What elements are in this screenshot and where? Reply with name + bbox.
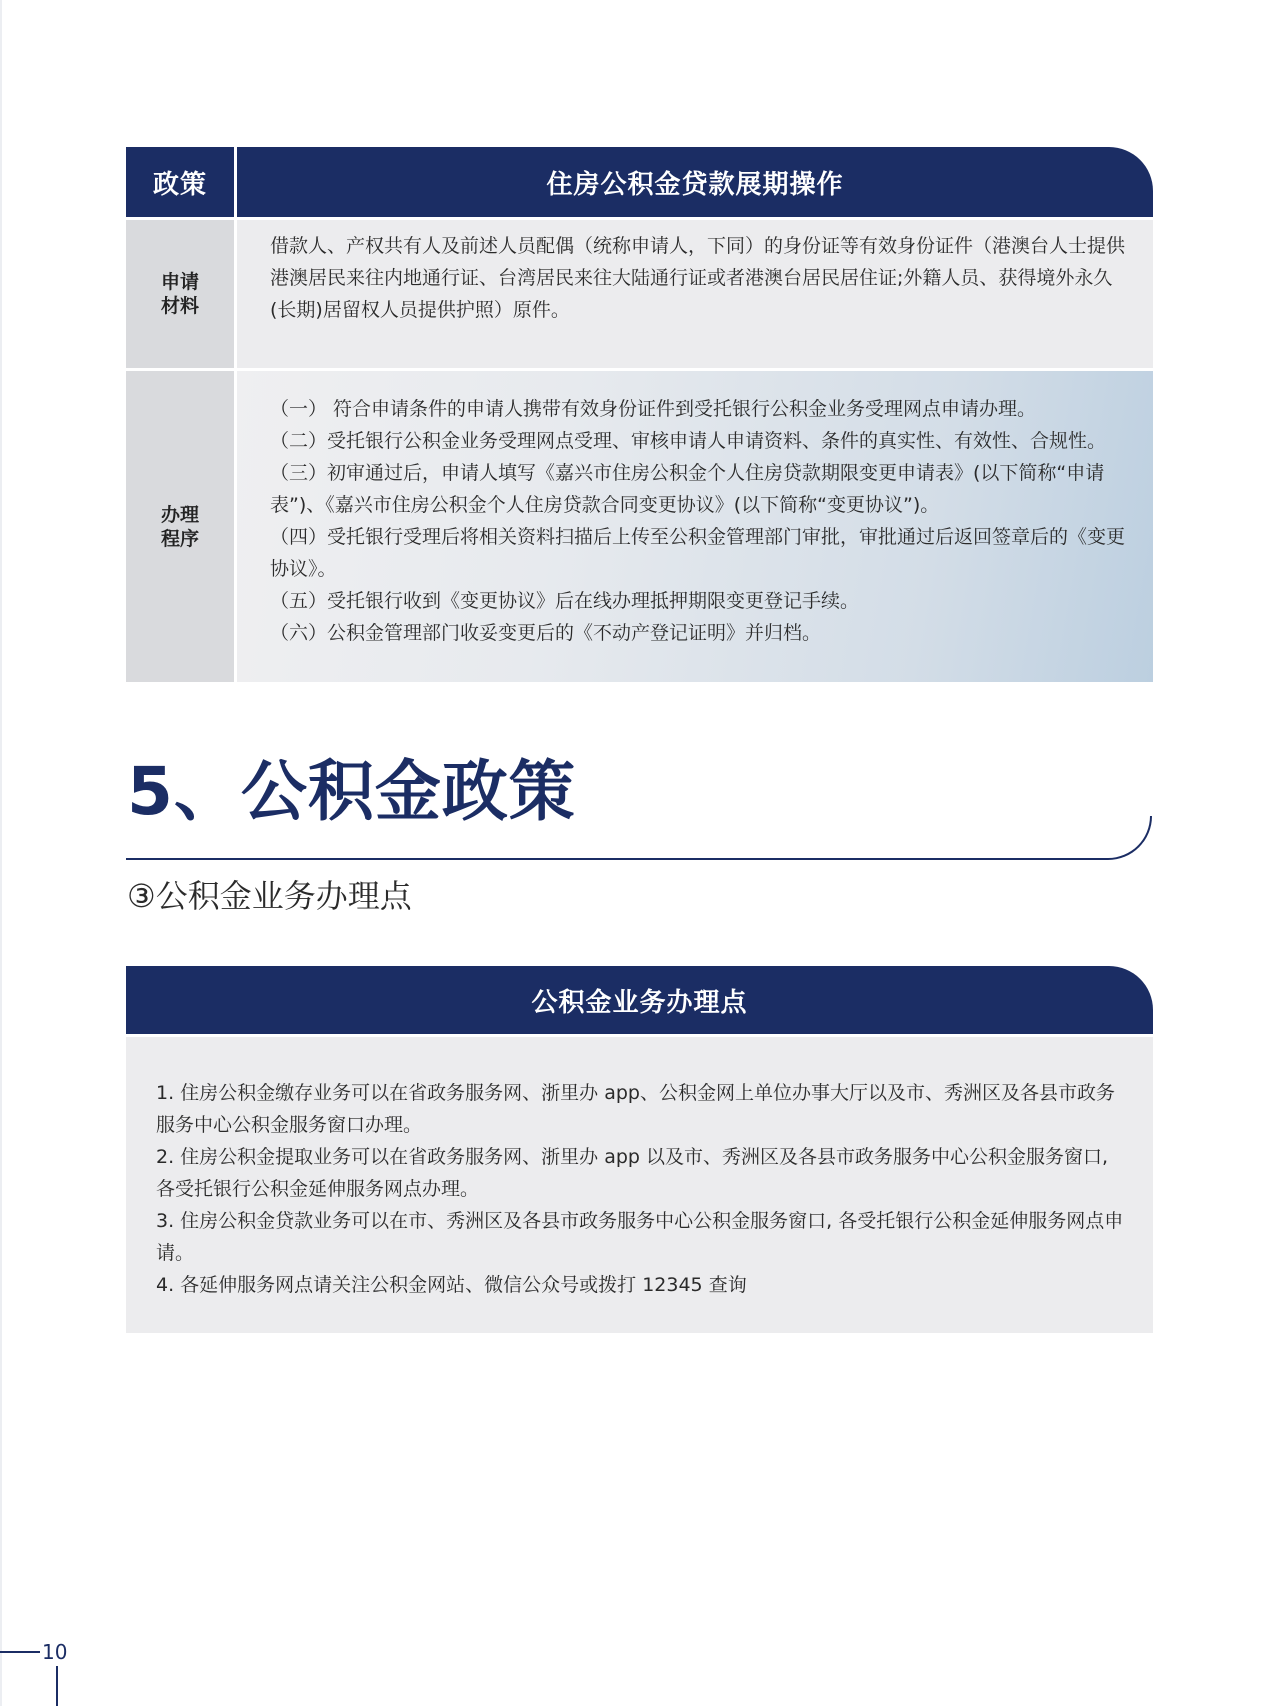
application-materials-content: 借款人、产权共有人及前述人员配偶（统称申请人，下同）的身份证等有效身份证件（港澳台人士提供港澳居民来往内地通行证、台湾居民来往大陆通行证或者港澳台居民居住证;外籍人员、获得境外永久(长期)居留权人员提供护照）原件。 — [237, 220, 1153, 368]
page-number-rule-vertical — [56, 1666, 58, 1706]
policy-table — [126, 147, 1153, 682]
procedure-step: （一） 符合申请条件的申请人携带有效身份证件到受托银行公积金业务受理网点申请办理。 — [270, 398, 1037, 420]
service-point-item: 3. 住房公积金贷款业务可以在市、秀洲区及各县市政务服务中心公积金服务窗口, 各受托银行公积金延伸服务网点申请。 — [156, 1210, 1124, 1264]
service-point-item: 1. 住房公积金缴存业务可以在省政务服务网、浙里办 app、公积金网上单位办事大厅以及市、秀洲区及各县市政务服务中心公积金服务窗口办理。 — [156, 1082, 1115, 1136]
application-materials-row — [126, 220, 1153, 368]
application-materials-label — [126, 220, 234, 368]
procedure-row — [126, 371, 1153, 682]
procedure-step: （二）受托银行公积金业务受理网点受理、审核申请人申请资料、条件的真实性、有效性、合规性。 — [270, 430, 1107, 452]
service-points-body — [126, 1037, 1153, 1333]
procedure-label-text: 办理程序 — [160, 503, 199, 550]
procedure-content — [237, 371, 1153, 682]
section-subtitle: ③公积金业务办理点 — [127, 877, 412, 915]
service-point-item: 2. 住房公积金提取业务可以在省政务服务网、浙里办 app 以及市、秀洲区及各县市政务服务中心公积金服务窗口, 各受托银行公积金延伸服务网点办理。 — [156, 1146, 1109, 1200]
procedure-step: （五）受托银行收到《变更协议》后在线办理抵押期限变更登记手续。 — [270, 590, 860, 612]
service-points-box — [126, 966, 1153, 1333]
policy-header-title: 住房公积金贷款展期操作 — [237, 147, 1153, 217]
application-materials-label-text: 申请材料 — [160, 271, 199, 317]
procedure-step: （六）公积金管理部门收妥变更后的《不动产登记证明》并归档。 — [270, 622, 822, 644]
service-points-title: 公积金业务办理点 — [126, 966, 1153, 1034]
procedure-step: （三）初审通过后，申请人填写《嘉兴市住房公积金个人住房贷款期限变更申请表》(以下简称“申请表”)、《嘉兴市住房公积金个人住房贷款合同变更协议》(以下简称“变更协议”)。 — [270, 462, 1105, 516]
procedure-label — [126, 371, 234, 682]
page-number: 10 — [42, 1640, 68, 1664]
policy-header-label: 政策 — [126, 147, 234, 217]
service-point-item: 4. 各延伸服务网点请关注公积金网站、微信公众号或拨打 12345 查询 — [156, 1274, 747, 1296]
section-title: 5、公积金政策 — [127, 753, 576, 830]
procedure-step: （四）受托银行受理后将相关资料扫描后上传至公积金管理部门审批，审批通过后返回签章后的《变更协议》。 — [270, 526, 1126, 580]
section-divider — [126, 816, 1152, 860]
page-edge — [0, 0, 2, 1706]
policy-table-header — [126, 147, 1153, 217]
page-number-rule-horizontal — [0, 1651, 40, 1653]
